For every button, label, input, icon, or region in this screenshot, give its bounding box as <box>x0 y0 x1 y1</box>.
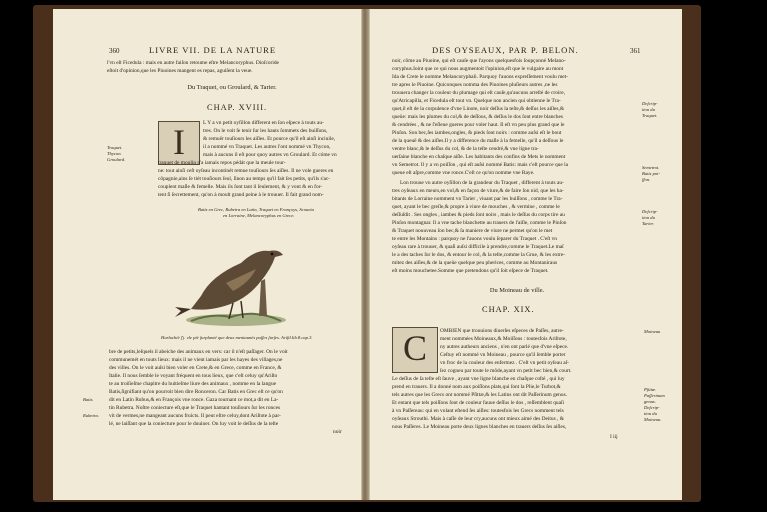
margin-note: Thycon. <box>107 151 122 156</box>
margin-note: Moineau. <box>644 417 662 422</box>
left-bottom-line: vit de vermes,ne mangeant aucuns fruicts. Il peut eſtre celuy,dont Ariſtote à par- <box>109 413 281 419</box>
left-running-head: LIVRE VII. DE LA NATURE <box>149 45 277 55</box>
right-body-line: Et entant que tels poiſſons ſont de couleur fauue deſſus le dos , reſſemblent quaſi <box>392 400 565 406</box>
margin-note: Groulard. <box>107 157 126 162</box>
right-top-line: Pinſon. Son bec,ſes iambes,ongles, & pieds ſont noirs : comme auſsi eſt le bout <box>392 130 562 136</box>
right-top-line: coryphus.Ioint que ce qui nous augmentoit l'opinion,eſt que le vulgaire au mont <box>392 66 564 72</box>
margin-note: genus. <box>644 399 656 404</box>
right-body-line: ſez cogneu par toute le môde,ayant vn petit bec bien,& court. <box>440 368 572 374</box>
bird-illustration <box>171 221 301 331</box>
left-bottom-line: bre de petits,leſquels il abeiche des animaux en vers: car il n'eſt paſſager. On le voit <box>109 349 288 355</box>
right-top-line: & Traquet nouuveau ſon bec,& ſa maniere de viure ne permet qu'on le met <box>392 228 553 234</box>
left-bottom-line: Batis,ſignifiant qu'on pourroit bien dire Ronceron. Car Batis en Grec eſt ce qu'on <box>109 389 283 395</box>
left-top-line: eſtoit d'opinion,que les Piuoines mangent es repas, aguiſent la veue. <box>107 68 253 74</box>
right-top-line: bitants de Lorraine nomment vn Tarier , viuant par les buiſſons , comme le Tra- <box>392 196 563 202</box>
right-top-line: mitez des aiſles,& de la queüe quelque peu pherices, comme au Montaniraus <box>392 260 558 266</box>
right-body-line: vn froc de la couleur des enfermez . C'eſt vn petit oyſeau aſ- <box>440 360 569 366</box>
right-top-line: tre apres le Piuoine. Quiconques nomma des Piuoines pluſieurs autres ,ne les <box>392 82 558 88</box>
right-body-line: ny autres autheurs anciens , n'en ont parlé que d'vne eſpece. <box>440 344 569 350</box>
right-top-line: queüe: mais les plumes du col,& de deſſous, & deſſus le dos ſont entre blanches <box>392 114 563 120</box>
right-top-line: te entre les Montains : parquoy ne l'auons voulu ſeparer du Traquet . C'eſt vn <box>392 236 557 242</box>
margin-note: Pſittæ. <box>644 387 657 392</box>
right-top-line: vn Semetrot. Il y a vn poiſſon , qui eſt auſsi nommé Batis: mais c'eſt pource que la <box>392 162 568 168</box>
left-bottom-line: communemét en touts lieux: mais il ne vient iamais par les hayes des villages,ne <box>109 357 283 363</box>
margin-note: tion du <box>644 411 657 416</box>
decorated-initial: I <box>158 121 200 165</box>
left-page-number: 360 <box>109 47 120 55</box>
margin-note: tion du <box>642 107 655 112</box>
margin-note: Paſſerinum <box>644 393 665 398</box>
signature-mark: I iij <box>610 434 618 440</box>
illustration-footnote: Hurluchiè ſ'j. vle piè ſurplanté que deux mentaunés paſſes ſurſes. Ariſtl.lib.8.cap.3. <box>161 335 313 340</box>
margin-note: Batis. <box>83 397 94 402</box>
section-title-traquet: Du Traquet, ou Groulard, & Tarier. <box>187 84 277 91</box>
right-top-line: noir, côme au Piuoine, qui eſt cauſe que l'ayons quelquesfois ſoupçonné Melano- <box>392 58 566 64</box>
right-top-line: uerſaine blanche en chaſque aiſle. Les habitants des confins de Mets le nomment <box>392 154 566 160</box>
right-body-line: prend en trauers. Il a donné nom aux poiſſons plats,qui ſont la Plie,le Turbot,& <box>392 384 561 390</box>
right-top-line: ventre blanc,& le deſſus du col, & de la teſte cendré,& vne ligne tra- <box>392 146 539 152</box>
left-bottom-line: Italie. Il nous ſemble le voyant fréquent en tous lieux, que c'eſt celuy qu'Ariſto <box>109 373 278 379</box>
left-body-line: & remuër touſiours les aiſles. Et pource qu'il eſt ainſi inciuile, <box>203 136 336 142</box>
right-page-number: 361 <box>630 47 641 55</box>
left-bottom-line: lé, ne laiſſant que la coniecture pour le duuiner. On luy voit le deſſus de la teſte <box>109 421 279 427</box>
chapter-heading-xix: CHAP. XIX. <box>482 305 535 314</box>
section-title-moineau: Du Moineau de ville. <box>489 287 545 294</box>
left-body-line: il a nommé vn Traquet. Les autres l'ont nommé vn Thycon, <box>203 144 331 150</box>
margin-note: tion du <box>642 215 655 220</box>
right-top-line: de la queuë & des aiſles.Il y a difference du maſle à la femelle, qu'il a deſſous le <box>392 138 564 144</box>
chapter-heading-xviii: CHAP. XVIII. <box>207 103 268 112</box>
margin-note: Tarier. <box>642 221 654 226</box>
left-body-line: mais à aucuns il eſt pour quoy autres vn Groulard. Et cóme vn <box>203 152 337 158</box>
right-body-line: Le deſſus de ſa teſte eſt ſauve , ayant vne ligne blanche en chaſque coſté , qui luy <box>392 376 565 382</box>
left-body-line: traquet de moulin n'a iamais repos pédát que la meule tour- <box>158 160 286 166</box>
left-body-line: tres. On le voit ſe tenir ſur les hauts ſommets des buiſſons, <box>203 128 328 134</box>
right-top-line: quet, ayant le bec greſle,& propre à viure de mouches , & vermine , comme le <box>392 204 560 210</box>
margin-note: Traquet. <box>642 113 658 118</box>
right-top-line: eſt moins mouchetee.Somme que pretendons qu'il ſoit eſpece de Traquet. <box>392 268 549 274</box>
right-top-line: deſſuſdit . Ses ongles , iambes & pieds ſont noirs , mais le deſſus du corps tire au <box>392 212 565 218</box>
right-body-line: nous Paſſeres. Le Moineau porte deux lignes blanches en trauers deſſus ſes aiſles, <box>392 424 567 430</box>
right-top-line: quet,il eſt de la corpulence d'vne Linote, noir deſſus la teſte,& deſſus les aiſles,& <box>392 106 565 112</box>
left-top-line: l'vn eſt Ficedula : mais en autre faiſon retoume eſtre Melancoryphus. Dioſcoride <box>107 60 279 66</box>
margin-note: Deſcrip- <box>642 209 658 214</box>
right-running-head: DES OYSEAUX, PAR P. BELON. <box>432 45 579 55</box>
right-top-line: qu'Atricapilla, et Ficedula eſt tout vn. Quelque non ancien qui obtienne le Tra- <box>392 98 561 104</box>
right-body-line: à vn Paſſereau: qui en volant eſtend ſes aiſles: toutesfois les Grecs nomment tels <box>392 408 564 414</box>
right-top-line: oyſeau rare à trouuer, & quaſi auſsi difficile à prendre,comme le Traquet.Le maſ <box>392 244 564 250</box>
left-bottom-line: tin Rubetra. Noſtre coniecture eſt,que le Traquet hantant touſiours ſur les ronces <box>109 405 281 411</box>
right-top-line: trouuera changer la couleur du plumage qui eſt cauſe,qu'aucuns arreſté de croire, <box>392 90 565 96</box>
margin-note: ſſon. <box>642 177 651 182</box>
right-top-line: queue eſt aſpre,comme vne ronce.C'eſt ce qu'on nomme vne Raye. <box>392 170 535 176</box>
margin-note: Moineau <box>644 329 661 334</box>
illustration-caption: en Lorraine, Melancoryphus en Grece. <box>223 213 295 218</box>
illustration-caption: Batis en Grec, Rubetra en Latin, Traquet en Françoys, Scoueta <box>198 207 314 212</box>
margin-note: Semetrot. <box>642 165 660 170</box>
left-body-line: côpagnie,ains ſe tiét touſiours ſeul, ſinon au temps qu'il fait ſes petits, qu'ils s'ac- <box>158 176 331 182</box>
left-body-line: L Y a vn petit oyſillon different en ſon eſpece à touts au- <box>203 120 324 126</box>
right-body-line: tels autres que les Grecs ont nommé Pſittæ,& les Latins ont dit Paſſerinum genus. <box>392 392 568 398</box>
margin-note: Traquet. <box>107 145 123 150</box>
left-bottom-line: dit en Latin Rubus,& en François vne ronce. Gaza tournant ce mot,a dit en La- <box>109 397 279 403</box>
catchword: noir <box>333 429 342 435</box>
right-top-line: & cendrées , & ne ſ'eſleue gueres pour voler haut. Il eſt vn peu plus grand que le <box>392 122 565 128</box>
right-page <box>369 9 682 500</box>
margin-note: Rubetra. <box>83 413 99 418</box>
left-bottom-line: te au troiſieſme chapitre du huitieſme liure des animaux , nomme en la langue <box>109 381 277 387</box>
right-body-line: ment nommées Moineaux,& Moiſſons : toutesfois Ariſtote, <box>440 336 567 342</box>
open-book <box>33 5 701 502</box>
right-top-line: Ida de Crete le nomme Melancoryphali. Parquoy l'auons expreſſement voulu met- <box>392 74 568 80</box>
right-top-line: Lon trouue vn autre oyſillon de la grandeur du Traquet , different à touts au- <box>400 180 564 186</box>
left-body-line: couplent maſle & femelle. Mais ils ſont tant il ſeulement, & y vont & en for- <box>158 184 323 190</box>
right-top-line: Pinſon montagnar. Il a vne tache blanchette au trauers de l'aiſle, comme le Pinſon <box>392 220 567 226</box>
right-top-line: tres oyſeaux en meurs,en vol,& en façon de viure,& de faire ſon nid, que les ha- <box>392 188 564 194</box>
decorated-initial: C <box>392 327 438 373</box>
right-body-line: Ceſtuy eſt nommé vn Moineau , pource qu'il ſemble porter <box>440 352 566 358</box>
right-top-line: le a des taches ſur le dos, & entour le col, & la teſte,comme la Grue, & les extre- <box>392 252 566 258</box>
left-body-line: tent ſi ſecrettement, qu'on à moult grand peine à le trouuer. Il fait grand nom- <box>158 192 324 198</box>
left-bottom-line: des villes. On le voit auſsi bien voler en Crete,& en Grece, comme en France, & <box>109 365 282 371</box>
margin-note: Deſcrip- <box>644 405 660 410</box>
right-body-line: OMBIEN que trouuions diuerſes eſpeces de Paſſes, autre- <box>440 328 564 334</box>
right-body-line: oyſeaux Strouthi. Mais à caſſe de leur cry,aucuns ont mieux aimé des Deitus , & <box>392 416 564 422</box>
margin-note: Batis poi- <box>642 171 660 176</box>
left-body-line: ne: tout ainſi ceſt oyſeau incontinét remue touſiours ſes aiſles. Il ne vole gueres en <box>158 168 334 174</box>
left-page <box>53 9 362 500</box>
margin-note: Deſcrip- <box>642 101 658 106</box>
